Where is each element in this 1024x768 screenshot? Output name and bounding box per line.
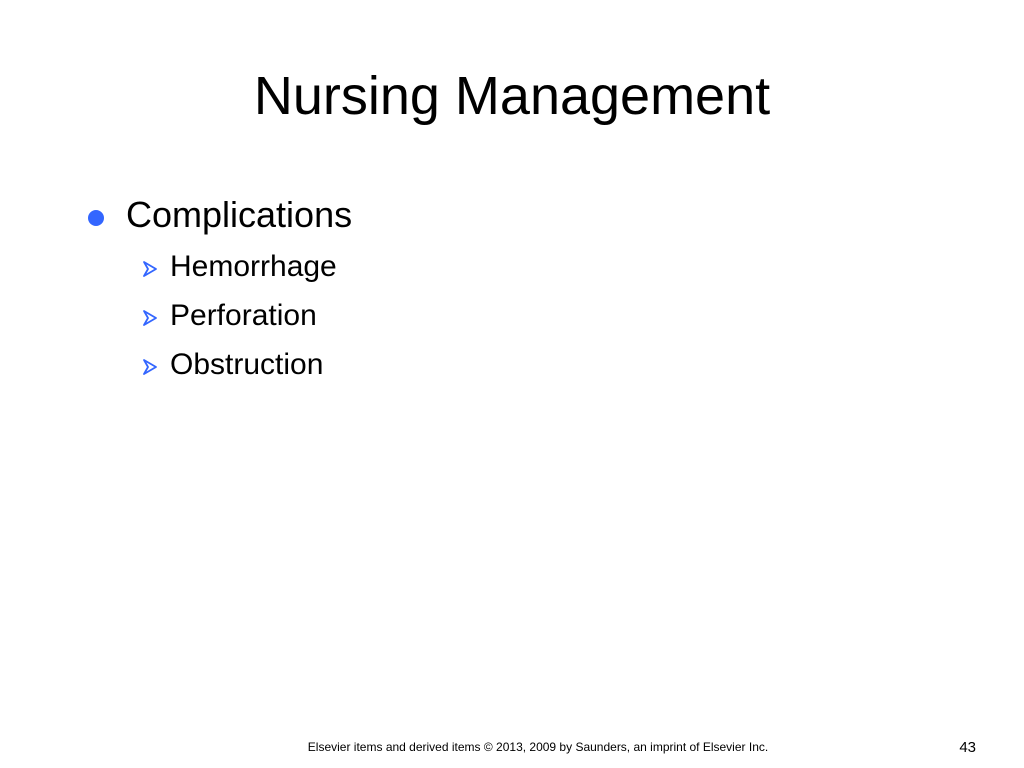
sub-bullet-hemorrhage <box>140 249 337 285</box>
arrow-bullet-icon <box>140 308 160 328</box>
copyright-footer: Elsevier items and derived items © 2013, 2009 by Saunders, an imprint of Elsevier Inc. <box>307 740 769 754</box>
slide-title: Nursing Management <box>253 66 771 126</box>
bullet-label: Complications <box>126 194 353 235</box>
sub-bullet-obstruction <box>140 347 323 383</box>
sub-bullet-label: Obstruction <box>170 348 324 381</box>
bullet-dot-icon <box>88 210 104 226</box>
sub-bullet-perforation <box>140 298 317 334</box>
bullet-item-complications <box>88 193 352 237</box>
sub-bullet-label: Perforation <box>170 299 317 332</box>
arrow-bullet-icon <box>140 357 160 377</box>
sub-bullet-label: Hemorrhage <box>170 250 337 283</box>
page-number: 43 <box>959 739 976 756</box>
arrow-bullet-icon <box>140 259 160 279</box>
